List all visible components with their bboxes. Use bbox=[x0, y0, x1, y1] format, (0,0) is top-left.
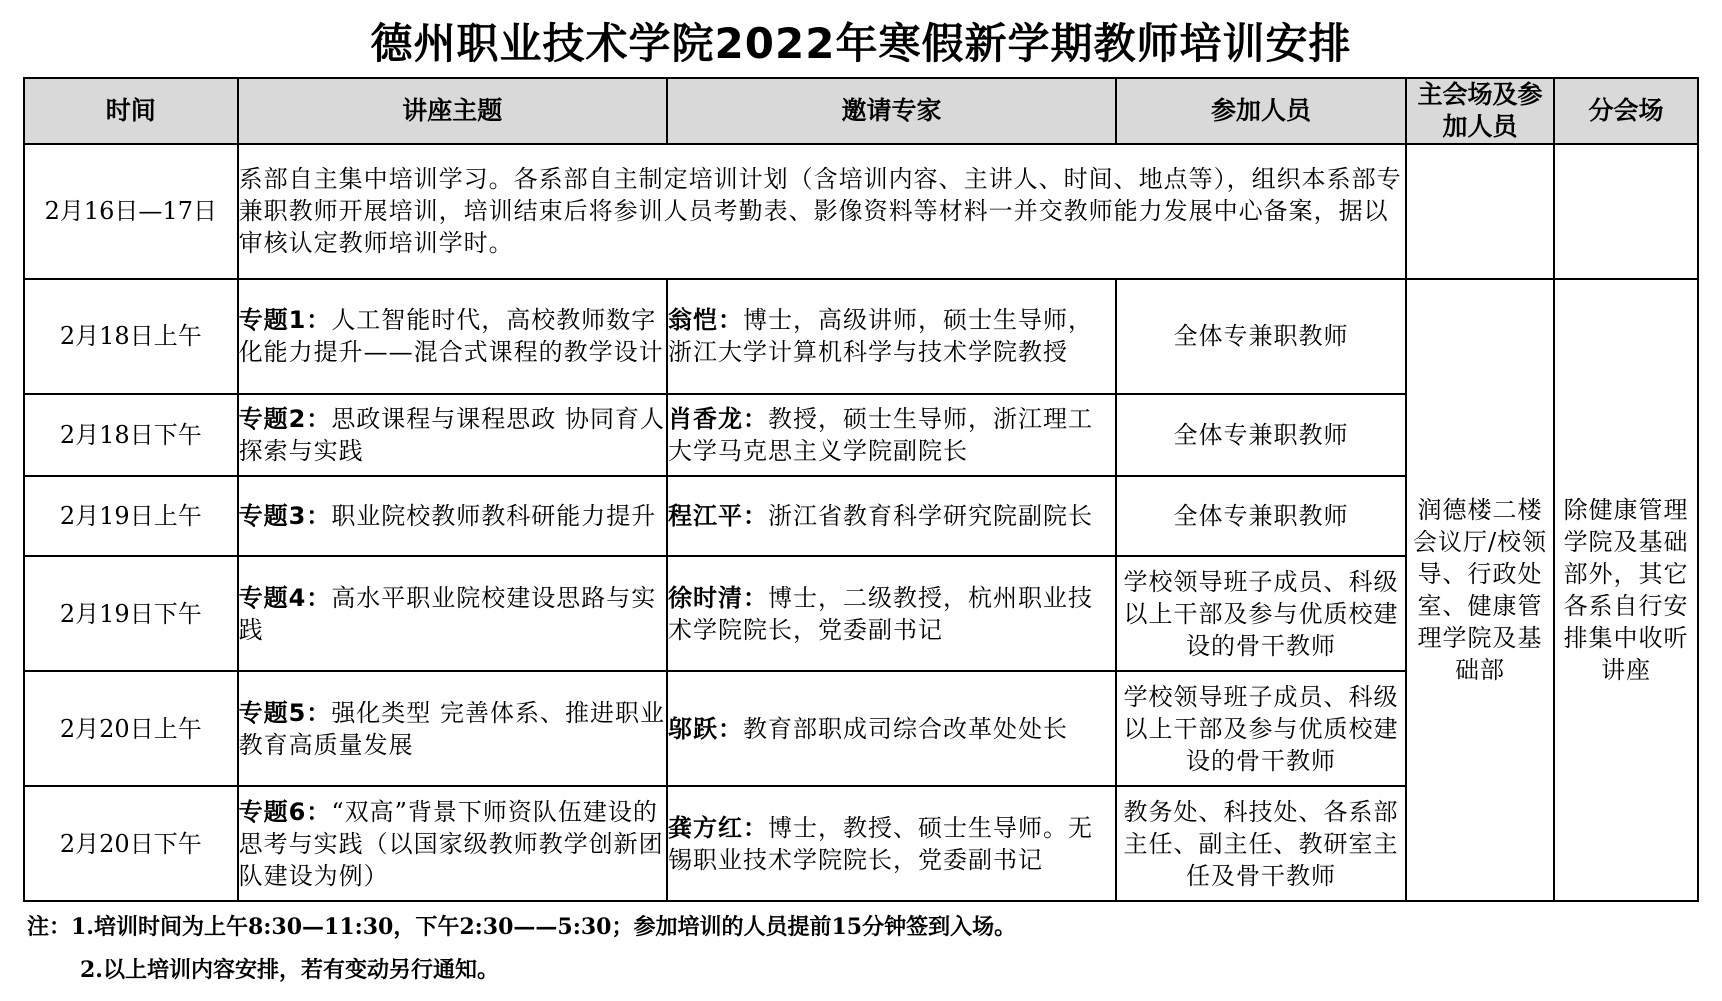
expert-desc: 博士，教授、硕士生导师。无锡职业技术学院院长，党委副书记 bbox=[668, 813, 1093, 874]
topic-label: 专题4： bbox=[238, 583, 332, 612]
empty-cell bbox=[1406, 144, 1554, 279]
header-row bbox=[24, 78, 1698, 144]
topic-text: 高水平职业院校建设思路与实践 bbox=[238, 583, 657, 644]
time-cell: 2月19日上午 bbox=[24, 476, 238, 557]
header-branch-venue: 分会场 bbox=[1554, 78, 1698, 144]
expert-name: 程江平： bbox=[668, 501, 768, 530]
participants-cell: 教务处、科技处、各系部主任、副主任、教研室主任及骨干教师 bbox=[1116, 786, 1406, 901]
expert-cell bbox=[667, 279, 1116, 394]
topic-cell bbox=[238, 786, 667, 901]
time-cell: 2月20日下午 bbox=[24, 786, 238, 901]
main-venue-cell: 润德楼二楼会议厅/校领导、行政处室、健康管理学院及基础部 bbox=[1406, 279, 1554, 901]
expert-name: 徐时清： bbox=[668, 583, 768, 612]
time-cell: 2月16日—17日 bbox=[24, 144, 238, 279]
table-row bbox=[24, 279, 1698, 394]
participants-cell: 全体专兼职教师 bbox=[1116, 279, 1406, 394]
participants-cell: 全体专兼职教师 bbox=[1116, 476, 1406, 557]
expert-cell bbox=[667, 786, 1116, 901]
expert-name: 肖香龙： bbox=[668, 404, 768, 433]
topic-cell bbox=[238, 556, 667, 671]
expert-cell bbox=[667, 556, 1116, 671]
expert-desc: 博士，高级讲师，硕士生导师，浙江大学计算机科学与技术学院教授 bbox=[668, 306, 1093, 367]
participants-cell: 学校领导班子成员、科级以上干部及参与优质校建设的骨干教师 bbox=[1116, 556, 1406, 671]
topic-label: 专题3： bbox=[238, 501, 332, 530]
expert-name: 龚方红： bbox=[668, 813, 768, 842]
expert-cell bbox=[667, 476, 1116, 557]
header-time: 时间 bbox=[24, 78, 238, 144]
table-row bbox=[24, 144, 1698, 279]
topic-label: 专题1： bbox=[238, 306, 332, 335]
expert-desc: 教授，硕士生导师，浙江理工大学马克思主义学院副院长 bbox=[668, 404, 1093, 465]
expert-name: 翁恺： bbox=[668, 306, 743, 335]
topic-text: 思政课程与课程思政 协同育人探索与实践 bbox=[238, 404, 665, 465]
topic-text: 职业院校教师教科研能力提升 bbox=[331, 501, 657, 530]
expert-cell bbox=[667, 394, 1116, 476]
expert-name: 邬跃： bbox=[668, 714, 743, 743]
page-title: 德州职业技术学院2022年寒假新学期教师培训安排 bbox=[370, 19, 1352, 68]
note-line-1: 注：1.培训时间为上午8:30—11:30，下午2:30——5:30；参加培训的人员提前15分钟签到入场。 bbox=[27, 914, 1017, 940]
topic-label: 专题2： bbox=[238, 404, 332, 433]
expert-desc: 教育部职成司综合改革处处长 bbox=[743, 714, 1068, 743]
schedule-table bbox=[23, 77, 1699, 902]
topic-label: 专题5： bbox=[238, 698, 332, 727]
header-participants: 参加人员 bbox=[1116, 78, 1406, 144]
topic-cell bbox=[238, 476, 667, 557]
participants-cell: 全体专兼职教师 bbox=[1116, 394, 1406, 476]
header-expert: 邀请专家 bbox=[667, 78, 1116, 144]
branch-venue-cell: 除健康管理学院及基础部外，其它各系自行安排集中收听讲座 bbox=[1554, 279, 1698, 901]
topic-cell bbox=[238, 279, 667, 394]
header-main-venue: 主会场及参加人员 bbox=[1406, 78, 1554, 144]
topic-label: 专题6： bbox=[238, 797, 332, 826]
note-line-2: 2.以上培训内容安排，若有变动另行通知。 bbox=[80, 957, 499, 983]
time-cell: 2月19日下午 bbox=[24, 556, 238, 671]
time-cell: 2月18日下午 bbox=[24, 394, 238, 476]
time-cell: 2月20日上午 bbox=[24, 671, 238, 786]
topic-cell bbox=[238, 671, 667, 786]
header-topic: 讲座主题 bbox=[238, 78, 667, 144]
intro-text-cell: 系部自主集中培训学习。各系部自主制定培训计划（含培训内容、主讲人、时间、地点等），组织本系部专兼职教师开展培训，培训结束后将参训人员考勤表、影像资料等材料一并交教师能力发展中心备案，据以审核认定教师培训学时。 bbox=[238, 144, 1406, 279]
topic-text: 强化类型 完善体系、推进职业教育高质量发展 bbox=[238, 698, 665, 759]
expert-cell bbox=[667, 671, 1116, 786]
time-cell: 2月18日上午 bbox=[24, 279, 238, 394]
topic-text: “双高”背景下师资队伍建设的思考与实践（以国家级教师教学创新团队建设为例） bbox=[238, 797, 664, 890]
expert-desc: 浙江省教育科学研究院副院长 bbox=[768, 501, 1093, 530]
expert-desc: 博士，二级教授，杭州职业技术学院院长，党委副书记 bbox=[668, 583, 1093, 644]
topic-cell bbox=[238, 394, 667, 476]
empty-cell bbox=[1554, 144, 1698, 279]
participants-cell: 学校领导班子成员、科级以上干部及参与优质校建设的骨干教师 bbox=[1116, 671, 1406, 786]
topic-text: 人工智能时代，高校教师数字化能力提升——混合式课程的教学设计 bbox=[238, 306, 664, 367]
